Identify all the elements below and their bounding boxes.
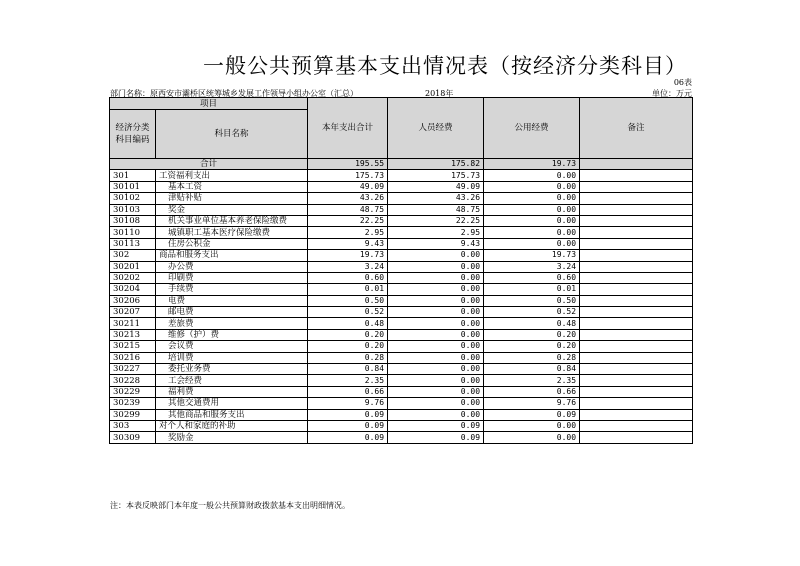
unit-label: 单位：万元 — [652, 89, 692, 98]
remark-cell — [580, 386, 693, 397]
total-cell: 0.09 — [308, 432, 388, 443]
remark-cell — [580, 250, 693, 261]
public-cell: 0.00 — [484, 432, 580, 443]
name-cell: 其他交通费用 — [156, 398, 308, 409]
total-cell: 9.43 — [308, 238, 388, 249]
total-amount: 195.55 — [308, 159, 388, 170]
public-cell: 0.00 — [484, 193, 580, 204]
total-personnel: 175.82 — [388, 159, 484, 170]
public-cell: 0.20 — [484, 329, 580, 340]
public-cell: 0.66 — [484, 386, 580, 397]
budget-year: 2018年 — [425, 89, 454, 98]
public-cell: 0.00 — [484, 238, 580, 249]
name-cell: 电费 — [156, 295, 308, 306]
remark-cell — [580, 364, 693, 375]
public-cell: 0.20 — [484, 341, 580, 352]
table-row — [110, 238, 693, 249]
personnel-cell: 2.95 — [388, 227, 484, 238]
public-cell: 3.24 — [484, 261, 580, 272]
total-cell: 0.52 — [308, 307, 388, 318]
personnel-cell: 0.00 — [388, 375, 484, 386]
header-personnel: 人员经费 — [388, 98, 484, 159]
code-cell: 302 — [110, 250, 156, 261]
remark-cell — [580, 398, 693, 409]
page-title: 一般公共预算基本支出情况表（按经济分类科目） — [203, 54, 687, 78]
public-cell: 0.00 — [484, 204, 580, 215]
personnel-cell: 0.00 — [388, 250, 484, 261]
table-row — [110, 181, 693, 192]
name-cell: 维修（护）费 — [156, 329, 308, 340]
code-cell: 30201 — [110, 261, 156, 272]
table-row — [110, 409, 693, 420]
name-cell: 基本工资 — [156, 181, 308, 192]
total-cell: 175.73 — [308, 170, 388, 181]
total-cell: 0.09 — [308, 409, 388, 420]
name-cell: 福利费 — [156, 386, 308, 397]
code-cell: 30213 — [110, 329, 156, 340]
department-name: 部门名称：原西安市灞桥区统筹城乡发展工作领导小组办公室（汇总） — [110, 89, 358, 98]
personnel-cell: 0.00 — [388, 272, 484, 283]
code-cell: 30206 — [110, 295, 156, 306]
public-cell: 0.09 — [484, 409, 580, 420]
header-remark: 备注 — [580, 98, 693, 159]
remark-cell — [580, 170, 693, 181]
expenditure-table — [109, 97, 693, 444]
remark-cell — [580, 238, 693, 249]
table-row — [110, 215, 693, 226]
header-total: 本年支出合计 — [308, 98, 388, 159]
code-cell: 30103 — [110, 204, 156, 215]
code-cell: 30228 — [110, 375, 156, 386]
total-cell: 0.48 — [308, 318, 388, 329]
personnel-cell: 0.09 — [388, 432, 484, 443]
remark-cell — [580, 432, 693, 443]
personnel-cell: 48.75 — [388, 204, 484, 215]
personnel-cell: 0.00 — [388, 329, 484, 340]
total-remark — [580, 159, 693, 170]
personnel-cell: 0.09 — [388, 420, 484, 431]
public-cell: 0.52 — [484, 307, 580, 318]
code-cell: 30229 — [110, 386, 156, 397]
code-cell: 30309 — [110, 432, 156, 443]
code-cell: 303 — [110, 420, 156, 431]
code-cell: 30202 — [110, 272, 156, 283]
public-cell: 0.00 — [484, 170, 580, 181]
name-cell: 工资福利支出 — [156, 170, 308, 181]
remark-cell — [580, 295, 693, 306]
personnel-cell: 0.00 — [388, 295, 484, 306]
public-cell: 0.48 — [484, 318, 580, 329]
public-cell: 19.73 — [484, 250, 580, 261]
public-cell: 0.01 — [484, 284, 580, 295]
header-code: 经济分类科目编码 — [110, 110, 156, 159]
total-cell: 0.60 — [308, 272, 388, 283]
header-public: 公用经费 — [484, 98, 580, 159]
name-cell: 城镇职工基本医疗保险缴费 — [156, 227, 308, 238]
table-row — [110, 272, 693, 283]
remark-cell — [580, 204, 693, 215]
public-cell: 0.84 — [484, 364, 580, 375]
total-cell: 0.66 — [308, 386, 388, 397]
total-cell: 0.50 — [308, 295, 388, 306]
total-row — [110, 159, 693, 170]
public-cell: 0.00 — [484, 420, 580, 431]
public-cell: 9.76 — [484, 398, 580, 409]
code-cell: 30113 — [110, 238, 156, 249]
remark-cell — [580, 215, 693, 226]
header-item-group: 项目 — [110, 98, 308, 110]
table-row — [110, 261, 693, 272]
table-row — [110, 170, 693, 181]
personnel-cell: 0.00 — [388, 284, 484, 295]
total-cell: 48.75 — [308, 204, 388, 215]
total-cell: 0.20 — [308, 329, 388, 340]
code-cell: 301 — [110, 170, 156, 181]
name-cell: 商品和服务支出 — [156, 250, 308, 261]
table-row — [110, 364, 693, 375]
table-row — [110, 329, 693, 340]
personnel-cell: 0.00 — [388, 386, 484, 397]
total-public: 19.73 — [484, 159, 580, 170]
personnel-cell: 22.25 — [388, 215, 484, 226]
total-cell: 22.25 — [308, 215, 388, 226]
name-cell: 委托业务费 — [156, 364, 308, 375]
remark-cell — [580, 375, 693, 386]
table-row — [110, 193, 693, 204]
total-cell: 0.01 — [308, 284, 388, 295]
total-cell: 43.26 — [308, 193, 388, 204]
personnel-cell: 49.09 — [388, 181, 484, 192]
personnel-cell: 0.00 — [388, 398, 484, 409]
table-row — [110, 398, 693, 409]
remark-cell — [580, 341, 693, 352]
personnel-cell: 0.00 — [388, 409, 484, 420]
name-cell: 机关事业单位基本养老保险缴费 — [156, 215, 308, 226]
public-cell: 0.00 — [484, 215, 580, 226]
personnel-cell: 0.00 — [388, 318, 484, 329]
remark-cell — [580, 352, 693, 363]
personnel-cell: 0.00 — [388, 341, 484, 352]
public-cell: 0.60 — [484, 272, 580, 283]
code-cell: 30110 — [110, 227, 156, 238]
table-row — [110, 204, 693, 215]
total-cell: 0.84 — [308, 364, 388, 375]
name-cell: 奖励金 — [156, 432, 308, 443]
table-row — [110, 250, 693, 261]
table-note: 注：本表反映部门本年度一般公共预算财政拨款基本支出明细情况。 — [110, 501, 350, 510]
table-row — [110, 295, 693, 306]
name-cell: 其他商品和服务支出 — [156, 409, 308, 420]
code-cell: 30215 — [110, 341, 156, 352]
remark-cell — [580, 329, 693, 340]
code-cell: 30204 — [110, 284, 156, 295]
table-row — [110, 341, 693, 352]
remark-cell — [580, 272, 693, 283]
total-cell: 2.35 — [308, 375, 388, 386]
name-cell: 住房公积金 — [156, 238, 308, 249]
table-row — [110, 227, 693, 238]
table-row — [110, 375, 693, 386]
name-cell: 差旅费 — [156, 318, 308, 329]
total-cell: 2.95 — [308, 227, 388, 238]
public-cell: 0.00 — [484, 181, 580, 192]
personnel-cell: 9.43 — [388, 238, 484, 249]
name-cell: 津贴补贴 — [156, 193, 308, 204]
personnel-cell: 0.00 — [388, 352, 484, 363]
total-label: 合计 — [110, 159, 308, 170]
total-cell: 0.09 — [308, 420, 388, 431]
total-cell: 0.20 — [308, 341, 388, 352]
name-cell: 办公费 — [156, 261, 308, 272]
personnel-cell: 43.26 — [388, 193, 484, 204]
code-cell: 30239 — [110, 398, 156, 409]
remark-cell — [580, 307, 693, 318]
table-row — [110, 432, 693, 443]
personnel-cell: 0.00 — [388, 364, 484, 375]
name-cell: 培训费 — [156, 352, 308, 363]
table-row — [110, 386, 693, 397]
code-cell: 30211 — [110, 318, 156, 329]
name-cell: 邮电费 — [156, 307, 308, 318]
table-row — [110, 307, 693, 318]
total-cell: 19.73 — [308, 250, 388, 261]
remark-cell — [580, 261, 693, 272]
header-name: 科目名称 — [156, 110, 308, 159]
code-cell: 30207 — [110, 307, 156, 318]
form-number: 06表 — [673, 78, 692, 87]
public-cell: 2.35 — [484, 375, 580, 386]
table-row — [110, 318, 693, 329]
remark-cell — [580, 284, 693, 295]
remark-cell — [580, 318, 693, 329]
personnel-cell: 0.00 — [388, 261, 484, 272]
code-cell: 30216 — [110, 352, 156, 363]
total-cell: 49.09 — [308, 181, 388, 192]
table-row — [110, 352, 693, 363]
public-cell: 0.50 — [484, 295, 580, 306]
remark-cell — [580, 181, 693, 192]
total-cell: 0.28 — [308, 352, 388, 363]
total-cell: 3.24 — [308, 261, 388, 272]
header-row-group — [110, 98, 693, 110]
table-row — [110, 284, 693, 295]
code-cell: 30108 — [110, 215, 156, 226]
table-row — [110, 420, 693, 431]
code-cell: 30101 — [110, 181, 156, 192]
remark-cell — [580, 193, 693, 204]
remark-cell — [580, 420, 693, 431]
name-cell: 手续费 — [156, 284, 308, 295]
personnel-cell: 0.00 — [388, 307, 484, 318]
public-cell: 0.00 — [484, 227, 580, 238]
name-cell: 奖金 — [156, 204, 308, 215]
name-cell: 工会经费 — [156, 375, 308, 386]
code-cell: 30102 — [110, 193, 156, 204]
name-cell: 对个人和家庭的补助 — [156, 420, 308, 431]
total-cell: 9.76 — [308, 398, 388, 409]
public-cell: 0.28 — [484, 352, 580, 363]
name-cell: 会议费 — [156, 341, 308, 352]
personnel-cell: 175.73 — [388, 170, 484, 181]
code-cell: 30299 — [110, 409, 156, 420]
remark-cell — [580, 409, 693, 420]
code-cell: 30227 — [110, 364, 156, 375]
remark-cell — [580, 227, 693, 238]
name-cell: 印刷费 — [156, 272, 308, 283]
